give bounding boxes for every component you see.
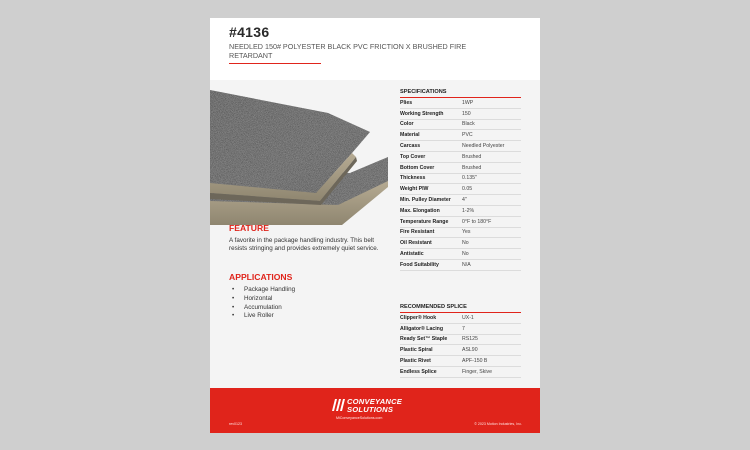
bullet-icon: •: [232, 312, 235, 320]
table-row: [400, 345, 521, 356]
splice-label: Plastic Spiral: [400, 347, 433, 354]
list-item: [232, 312, 295, 321]
product-title: NEEDLED 150# POLYESTER BLACK PVC FRICTION X BRUSHED FIRE RETARDANT: [229, 42, 467, 60]
splice-value: ASL90: [462, 347, 478, 354]
splice-label: Ready Set™ Staple: [400, 336, 448, 343]
splice-value: APF-150 B: [462, 358, 488, 365]
table-row: [400, 367, 521, 378]
spec-label: Material: [400, 132, 420, 139]
spec-label: Max. Elongation: [400, 207, 440, 214]
sheet-body: [210, 80, 540, 388]
table-row: [400, 313, 521, 324]
application-label: Package Handling: [244, 286, 296, 293]
mi-logo-icon: [330, 398, 346, 412]
spec-label: Color: [400, 121, 414, 128]
spec-value: No: [462, 251, 469, 258]
list-item: [232, 286, 295, 295]
feature-heading: FEATURE: [229, 223, 269, 233]
splice-label: Endless Splice: [400, 368, 437, 375]
feature-text: A favorite in the package handling industry. This belt resists stringing and provides extremely quiet service.: [229, 237, 379, 253]
table-row: [400, 184, 521, 195]
spec-value: Needled Polyester: [462, 143, 505, 150]
table-row: [400, 130, 521, 141]
spec-value: No: [462, 240, 469, 247]
title-divider: [229, 63, 321, 64]
table-row: [400, 228, 521, 239]
spec-label: Oil Resistant: [400, 240, 432, 247]
table-row: [400, 206, 521, 217]
conveyance-solutions-logo: [330, 396, 430, 422]
table-row: [400, 120, 521, 131]
splice-label: Alligator® Lacing: [400, 325, 444, 332]
list-item: [232, 295, 295, 304]
spec-value: 0.05: [462, 186, 473, 193]
copyright-text: © 2023 Motion Industries, Inc.: [474, 422, 522, 426]
table-row: [400, 324, 521, 335]
spec-label: Carcass: [400, 143, 421, 150]
table-row: [400, 141, 521, 152]
spec-value: Yes: [462, 229, 471, 236]
splice-value: 7: [462, 325, 465, 332]
sheet-header: [210, 18, 540, 80]
list-item: [232, 304, 295, 313]
spec-label: Top Cover: [400, 153, 426, 160]
table-row: [400, 152, 521, 163]
spec-label: Antistatic: [400, 251, 424, 258]
product-number: #4136: [229, 24, 270, 40]
logo-text-line1: CONVEYANCE: [347, 397, 403, 406]
table-row: [400, 335, 521, 346]
specifications-table: [400, 89, 521, 271]
splice-value: RS125: [462, 336, 478, 343]
revision-code: rev0123: [229, 422, 242, 426]
spec-label: Plies: [400, 99, 413, 106]
table-row: [400, 109, 521, 120]
spec-label: Thickness: [400, 175, 426, 182]
table-row: [400, 238, 521, 249]
spec-label: Weight PIW: [400, 186, 429, 193]
belt-sample-image: [210, 85, 390, 225]
spec-label: Min. Pulley Diameter: [400, 197, 451, 204]
application-label: Live Roller: [244, 312, 274, 320]
spec-value: PVC: [462, 132, 473, 139]
spec-value: 1WP: [462, 99, 474, 106]
table-row: [400, 98, 521, 109]
table-row: [400, 249, 521, 260]
spec-value: Black: [462, 121, 475, 128]
splice-label: Clipper® Hook: [400, 314, 437, 321]
table-row: [400, 356, 521, 367]
spec-label: Bottom Cover: [400, 164, 435, 171]
table-row: [400, 217, 521, 228]
splice-heading: RECOMMENDED SPLICE: [400, 304, 521, 313]
spec-value: N/A: [462, 261, 471, 268]
application-label: Accumulation: [244, 303, 282, 311]
spec-value: Brushed: [462, 153, 482, 160]
spec-value: 0.135": [462, 175, 477, 182]
spec-value: 0°F to 180°F: [462, 218, 492, 225]
spec-value: 1-2%: [462, 207, 475, 214]
table-row: [400, 163, 521, 174]
sheet-footer: [210, 388, 540, 433]
spec-label: Working Strength: [400, 110, 444, 117]
splice-value: UX-1: [462, 314, 474, 321]
splice-value: Finger, Skive: [462, 368, 492, 375]
splice-label: Plastic Rivet: [400, 358, 431, 365]
splice-table: [400, 304, 521, 378]
spec-value: 150: [462, 110, 471, 117]
spec-sheet: [210, 18, 540, 433]
bullet-icon: •: [232, 286, 235, 293]
table-row: [400, 174, 521, 185]
spec-value: Brushed: [462, 164, 482, 171]
table-row: [400, 260, 521, 271]
applications-list: [232, 286, 295, 321]
table-row: [400, 195, 521, 206]
bullet-icon: •: [232, 303, 235, 311]
spec-label: Temperature Range: [400, 218, 449, 225]
application-label: Horizontal: [244, 294, 273, 302]
logo-url: MiConveyanceSolutions.com: [336, 416, 383, 420]
spec-value: 4": [462, 197, 467, 204]
applications-heading: APPLICATIONS: [229, 272, 293, 282]
spec-label: Food Suitability: [400, 261, 439, 268]
logo-text-line2: SOLUTIONS: [347, 405, 394, 414]
spec-label: Fire Resistant: [400, 229, 435, 236]
bullet-icon: •: [232, 294, 235, 302]
specifications-heading: SPECIFICATIONS: [400, 89, 521, 98]
